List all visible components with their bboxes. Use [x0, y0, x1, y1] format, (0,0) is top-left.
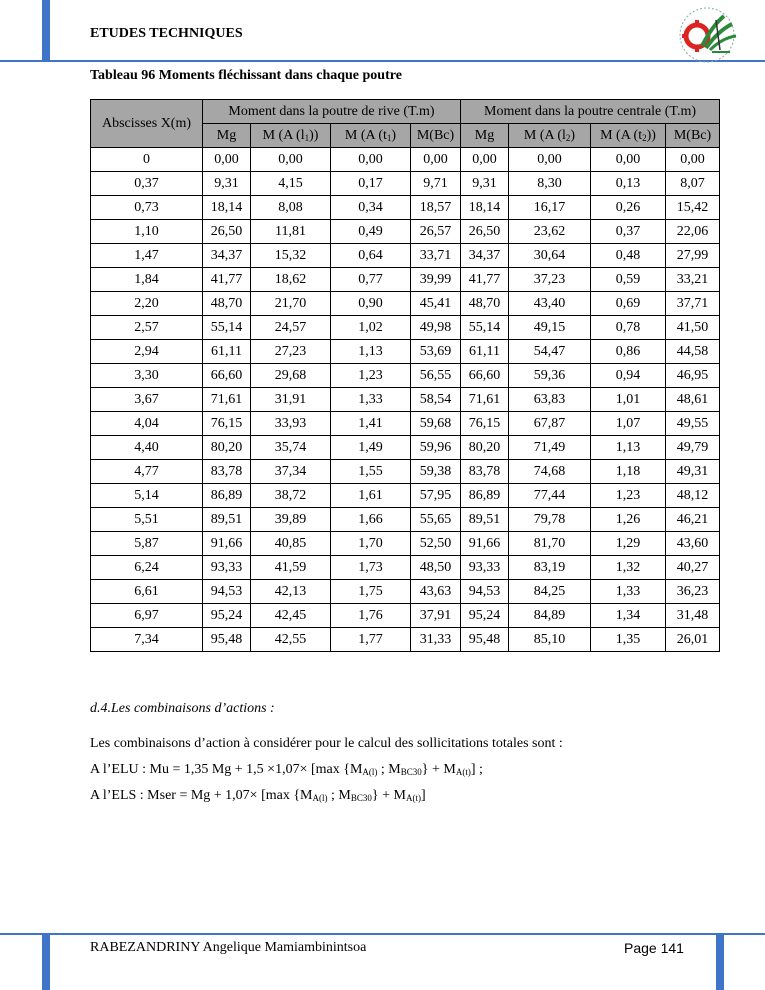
table-cell: 1,26: [591, 508, 666, 532]
table-cell: 5,87: [91, 532, 203, 556]
table-cell: 59,36: [509, 364, 591, 388]
table-cell: 1,61: [331, 484, 411, 508]
table-row: [91, 484, 720, 508]
table-cell: 55,14: [461, 316, 509, 340]
table-cell: 80,20: [461, 436, 509, 460]
table-body: [91, 148, 720, 652]
table-cell: 18,14: [203, 196, 251, 220]
table-cell: 6,97: [91, 604, 203, 628]
table-cell: 34,37: [461, 244, 509, 268]
table-cell: 6,61: [91, 580, 203, 604]
table-cell: 0,64: [331, 244, 411, 268]
table-cell: 9,31: [203, 172, 251, 196]
table-cell: 36,23: [666, 580, 720, 604]
table-cell: 11,81: [251, 220, 331, 244]
table-cell: 24,57: [251, 316, 331, 340]
table-cell: 83,78: [461, 460, 509, 484]
table-cell: 1,66: [331, 508, 411, 532]
table-cell: 26,50: [203, 220, 251, 244]
table-cell: 81,70: [509, 532, 591, 556]
table-caption: Tableau 96 Moments fléchissant dans chaque poutre: [90, 68, 402, 83]
table-cell: 80,20: [203, 436, 251, 460]
table-cell: 54,47: [509, 340, 591, 364]
table-cell: 95,24: [461, 604, 509, 628]
moments-table: [90, 99, 720, 652]
header-title: ETUDES TECHNIQUES: [90, 26, 243, 41]
table-cell: 1,49: [331, 436, 411, 460]
table-cell: 1,02: [331, 316, 411, 340]
table-cell: 1,55: [331, 460, 411, 484]
table-cell: 38,72: [251, 484, 331, 508]
table-cell: 48,12: [666, 484, 720, 508]
table-cell: 37,23: [509, 268, 591, 292]
table-cell: 1,13: [331, 340, 411, 364]
table-cell: 93,33: [203, 556, 251, 580]
table-cell: 41,59: [251, 556, 331, 580]
table-cell: 83,19: [509, 556, 591, 580]
header-mg-centrale: Mg: [461, 124, 509, 148]
table-cell: 27,99: [666, 244, 720, 268]
table-row: [91, 292, 720, 316]
table-cell: 66,60: [461, 364, 509, 388]
table-cell: 39,89: [251, 508, 331, 532]
table-row: [91, 604, 720, 628]
table-cell: 27,23: [251, 340, 331, 364]
table-cell: 0,78: [591, 316, 666, 340]
table-cell: 0,59: [591, 268, 666, 292]
header-mal1: M (A $(l_1)$): [251, 124, 331, 148]
table-cell: 61,11: [461, 340, 509, 364]
table-cell: 1,77: [331, 628, 411, 652]
table-cell: 94,53: [461, 580, 509, 604]
table-cell: 0,00: [509, 148, 591, 172]
table-row: [91, 460, 720, 484]
section-intro: Les combinaisons d’action à considérer pour le calcul des sollicitations totales sont :: [90, 736, 563, 751]
table-cell: 63,83: [509, 388, 591, 412]
table-cell: 8,08: [251, 196, 331, 220]
table-cell: 2,57: [91, 316, 203, 340]
table-cell: 58,54: [411, 388, 461, 412]
table-cell: 5,14: [91, 484, 203, 508]
table-cell: 46,95: [666, 364, 720, 388]
footer-right-bar: [716, 933, 724, 990]
table-cell: 33,71: [411, 244, 461, 268]
table-cell: 1,01: [591, 388, 666, 412]
table-cell: 18,57: [411, 196, 461, 220]
table-cell: 89,51: [461, 508, 509, 532]
table-row: [91, 172, 720, 196]
table-cell: 31,33: [411, 628, 461, 652]
table-cell: 23,62: [509, 220, 591, 244]
table-cell: 18,62: [251, 268, 331, 292]
table-cell: 52,50: [411, 532, 461, 556]
table-cell: 4,04: [91, 412, 203, 436]
table-row: [91, 244, 720, 268]
table-cell: 0,00: [411, 148, 461, 172]
table-cell: 48,70: [461, 292, 509, 316]
table-cell: 15,32: [251, 244, 331, 268]
table-cell: 39,99: [411, 268, 461, 292]
table-cell: 0,00: [251, 148, 331, 172]
table-cell: 37,71: [666, 292, 720, 316]
table-row: [91, 628, 720, 652]
table-cell: 40,85: [251, 532, 331, 556]
table-cell: 1,35: [591, 628, 666, 652]
table-cell: 43,40: [509, 292, 591, 316]
table-row: [91, 268, 720, 292]
table-cell: 0,94: [591, 364, 666, 388]
table-cell: 1,84: [91, 268, 203, 292]
table-cell: 2,94: [91, 340, 203, 364]
table-cell: 42,45: [251, 604, 331, 628]
table-cell: 0,73: [91, 196, 203, 220]
header-mal2: M (A $(l_2)$: [509, 124, 591, 148]
table-row: [91, 340, 720, 364]
footer-page-number: Page 141: [624, 940, 684, 956]
table-cell: 6,24: [91, 556, 203, 580]
table-cell: 71,49: [509, 436, 591, 460]
table-cell: 94,53: [203, 580, 251, 604]
table-cell: 95,24: [203, 604, 251, 628]
table-cell: 1,07: [591, 412, 666, 436]
table-cell: 0,69: [591, 292, 666, 316]
section-title: d.4.Les combinaisons d’actions :: [90, 701, 275, 716]
table-cell: 31,48: [666, 604, 720, 628]
table-cell: 41,77: [203, 268, 251, 292]
table-cell: 46,21: [666, 508, 720, 532]
table-cell: 61,11: [203, 340, 251, 364]
table-cell: 71,61: [461, 388, 509, 412]
table-cell: 42,55: [251, 628, 331, 652]
table-cell: 55,14: [203, 316, 251, 340]
table-cell: 95,48: [461, 628, 509, 652]
table-cell: 1,76: [331, 604, 411, 628]
table-cell: 0,86: [591, 340, 666, 364]
table-cell: 7,34: [91, 628, 203, 652]
table-cell: 0,48: [591, 244, 666, 268]
table-cell: 4,77: [91, 460, 203, 484]
table-cell: 83,78: [203, 460, 251, 484]
header-mat2: M (A $(t_2)$): [591, 124, 666, 148]
table-cell: 0,17: [331, 172, 411, 196]
table-cell: 8,30: [509, 172, 591, 196]
table-cell: 1,75: [331, 580, 411, 604]
table-cell: 76,15: [461, 412, 509, 436]
table-cell: 8,07: [666, 172, 720, 196]
table-cell: 5,51: [91, 508, 203, 532]
table-cell: 85,10: [509, 628, 591, 652]
table-cell: 34,37: [203, 244, 251, 268]
table-cell: 4,15: [251, 172, 331, 196]
table-cell: 0,77: [331, 268, 411, 292]
table-cell: 66,60: [203, 364, 251, 388]
footer-left-bar: [42, 933, 50, 990]
table-cell: 26,01: [666, 628, 720, 652]
table-header-row-1: [91, 100, 720, 124]
table-cell: 67,87: [509, 412, 591, 436]
table-cell: 1,47: [91, 244, 203, 268]
table-cell: 37,34: [251, 460, 331, 484]
table-cell: 3,67: [91, 388, 203, 412]
table-cell: 0,26: [591, 196, 666, 220]
table-cell: 1,23: [591, 484, 666, 508]
table-cell: 91,66: [203, 532, 251, 556]
header-mat1: M (A $(t_1)$: [331, 124, 411, 148]
header-group-centrale: Moment dans la poutre centrale (T.m): [461, 100, 720, 124]
table-cell: 2,20: [91, 292, 203, 316]
table-cell: 9,71: [411, 172, 461, 196]
table-cell: 1,18: [591, 460, 666, 484]
table-cell: 0,37: [591, 220, 666, 244]
table-cell: 91,66: [461, 532, 509, 556]
table-row: [91, 316, 720, 340]
table-row: [91, 436, 720, 460]
table-cell: 49,55: [666, 412, 720, 436]
table-cell: 29,68: [251, 364, 331, 388]
header-left-bar: [42, 0, 50, 60]
table-cell: 30,64: [509, 244, 591, 268]
table-cell: 44,58: [666, 340, 720, 364]
table-cell: 48,61: [666, 388, 720, 412]
table-cell: 18,14: [461, 196, 509, 220]
table-cell: 3,30: [91, 364, 203, 388]
table-cell: 41,50: [666, 316, 720, 340]
table-cell: 74,68: [509, 460, 591, 484]
table-cell: 16,17: [509, 196, 591, 220]
table-cell: 0,34: [331, 196, 411, 220]
table-cell: 0,37: [91, 172, 203, 196]
table-cell: 59,96: [411, 436, 461, 460]
table-cell: 1,70: [331, 532, 411, 556]
table-cell: 1,33: [591, 580, 666, 604]
school-logo-icon: [672, 6, 742, 64]
table-cell: 76,15: [203, 412, 251, 436]
table-cell: 0,00: [331, 148, 411, 172]
header-mbc-centrale: M(Bc): [666, 124, 720, 148]
table-cell: 71,61: [203, 388, 251, 412]
table-cell: 48,50: [411, 556, 461, 580]
footer-rule: [0, 933, 765, 935]
table-cell: 0,13: [591, 172, 666, 196]
table-cell: 0: [91, 148, 203, 172]
table-cell: 26,50: [461, 220, 509, 244]
table-row: [91, 388, 720, 412]
footer-author: RABEZANDRINY Angelique Mamiambinintsoa: [90, 940, 367, 955]
table-cell: 1,34: [591, 604, 666, 628]
table-row: [91, 556, 720, 580]
table-row: [91, 580, 720, 604]
header-mbc-rive: M(Bc): [411, 124, 461, 148]
formula-els: A l’ELS : Mser = Mg + 1,07× [max {$M_{A(l)}$ ; $M_{BC30}\} + M_{A(t)}$]: [90, 788, 426, 803]
table-row: [91, 196, 720, 220]
table-cell: 77,44: [509, 484, 591, 508]
header-mg-rive: Mg: [203, 124, 251, 148]
table-cell: 33,21: [666, 268, 720, 292]
table-cell: 1,10: [91, 220, 203, 244]
table-cell: 86,89: [203, 484, 251, 508]
table-cell: 49,79: [666, 436, 720, 460]
table-cell: 40,27: [666, 556, 720, 580]
header-group-rive: Moment dans la poutre de rive (T.m): [203, 100, 461, 124]
table-cell: 35,74: [251, 436, 331, 460]
table-cell: 86,89: [461, 484, 509, 508]
table-cell: 41,77: [461, 268, 509, 292]
table-cell: 43,63: [411, 580, 461, 604]
table-cell: 0,00: [203, 148, 251, 172]
table-cell: 1,32: [591, 556, 666, 580]
table-cell: 0,00: [591, 148, 666, 172]
table-cell: 1,13: [591, 436, 666, 460]
header-abscisses: Abscisses X(m): [91, 100, 203, 148]
table-cell: 31,91: [251, 388, 331, 412]
table-cell: 15,42: [666, 196, 720, 220]
table-row: [91, 220, 720, 244]
table-cell: 1,41: [331, 412, 411, 436]
table-cell: 59,68: [411, 412, 461, 436]
table-cell: 22,06: [666, 220, 720, 244]
table-cell: 79,78: [509, 508, 591, 532]
table-cell: 26,57: [411, 220, 461, 244]
table-cell: 9,31: [461, 172, 509, 196]
table-row: [91, 532, 720, 556]
table-cell: 53,69: [411, 340, 461, 364]
table-cell: 0,90: [331, 292, 411, 316]
table-cell: 37,91: [411, 604, 461, 628]
table-cell: 42,13: [251, 580, 331, 604]
table-row: [91, 508, 720, 532]
table-cell: 0,00: [666, 148, 720, 172]
table-cell: 1,29: [591, 532, 666, 556]
table-row: [91, 412, 720, 436]
table-cell: 55,65: [411, 508, 461, 532]
table-cell: 84,25: [509, 580, 591, 604]
table-cell: 89,51: [203, 508, 251, 532]
table-cell: 84,89: [509, 604, 591, 628]
table-cell: 1,23: [331, 364, 411, 388]
table-cell: 21,70: [251, 292, 331, 316]
table-cell: 49,98: [411, 316, 461, 340]
table-cell: 49,31: [666, 460, 720, 484]
table-cell: 93,33: [461, 556, 509, 580]
table-cell: 1,33: [331, 388, 411, 412]
table-cell: 1,73: [331, 556, 411, 580]
table-cell: 33,93: [251, 412, 331, 436]
table-cell: 57,95: [411, 484, 461, 508]
table-cell: 49,15: [509, 316, 591, 340]
table-cell: 0,49: [331, 220, 411, 244]
table-cell: 48,70: [203, 292, 251, 316]
table-cell: 56,55: [411, 364, 461, 388]
table-row: [91, 364, 720, 388]
table-cell: 4,40: [91, 436, 203, 460]
header-rule: [0, 60, 765, 62]
table-cell: 0,00: [461, 148, 509, 172]
table-cell: 95,48: [203, 628, 251, 652]
table-cell: 43,60: [666, 532, 720, 556]
table-cell: 45,41: [411, 292, 461, 316]
table-cell: 59,38: [411, 460, 461, 484]
table-row: [91, 148, 720, 172]
formula-elu: A l’ELU : Mu = 1,35 Mg + 1,5 ×1,07× [max {$M_{A(l)}$ ; $M_{BC30}\} + M_{A(t)}$] ;: [90, 762, 483, 777]
